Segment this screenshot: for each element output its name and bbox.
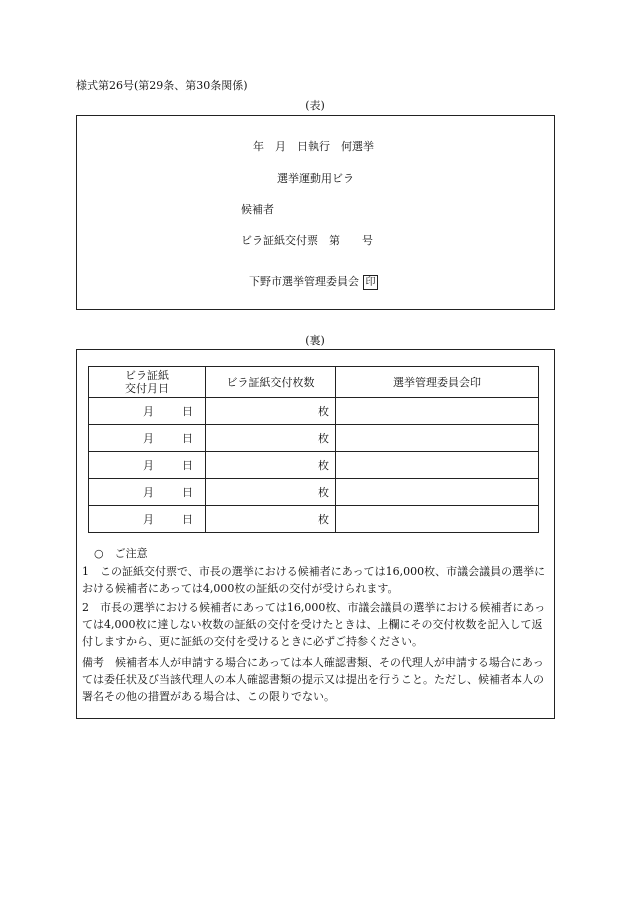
issue-count-cell[interactable]: 枚 <box>206 479 336 506</box>
seal-cell[interactable] <box>336 506 539 533</box>
seal-mark: 印 <box>363 275 378 290</box>
remarks: 備考 候補者本人が申請する場合にあっては本人確認書類、その代理人が申請する場合にあっては委任状及び当該代理人の本人確認書類の提示又は提出を行うこと。ただし、候補者本人の署名その他の措置がある場合は、この限りでない。 <box>82 656 544 703</box>
table-row <box>89 398 539 425</box>
ticket-number-line: ビラ証紙交付票 第 号 <box>241 234 373 247</box>
header-issue-date: ビラ証紙 交付月日 <box>89 367 206 398</box>
seal-cell[interactable] <box>336 452 539 479</box>
poster-line: 選挙運動用ビラ <box>277 172 354 185</box>
notice-title: ○ ご注意 <box>94 547 148 560</box>
header-issue-count: ビラ証紙交付枚数 <box>206 367 336 398</box>
table-header-row <box>89 367 539 398</box>
table-row <box>89 479 539 506</box>
table-row <box>89 506 539 533</box>
back-label: (裏) <box>305 334 325 347</box>
issue-date-cell[interactable]: 月 日 <box>89 506 206 533</box>
issue-date-cell[interactable]: 月 日 <box>89 398 206 425</box>
committee-line <box>249 273 378 290</box>
note-item-1: 1 この証紙交付票で、市長の選挙における候補者にあっては16,000枚、市議会議員の選挙における候補者にあっては4,000枚の証紙の交付が受けられます。 <box>82 565 546 595</box>
issue-date-cell[interactable]: 月 日 <box>89 479 206 506</box>
issue-date-cell[interactable]: 月 日 <box>89 452 206 479</box>
front-panel <box>76 115 555 310</box>
issue-count-cell[interactable]: 枚 <box>206 425 336 452</box>
header-committee-seal: 選挙管理委員会印 <box>336 367 539 398</box>
issue-count-cell[interactable]: 枚 <box>206 452 336 479</box>
seal-cell[interactable] <box>336 398 539 425</box>
seal-cell[interactable] <box>336 425 539 452</box>
seal-cell[interactable] <box>336 479 539 506</box>
form-title: 様式第26号(第29条、第30条関係) <box>76 79 248 92</box>
committee-name: 下野市選挙管理委員会 <box>249 275 359 288</box>
candidate-line: 候補者 <box>241 203 274 216</box>
issue-count-cell[interactable]: 枚 <box>206 506 336 533</box>
front-label: (表) <box>305 99 325 112</box>
issue-count-cell[interactable]: 枚 <box>206 398 336 425</box>
election-line: 年 月 日執行 何選挙 <box>253 140 374 153</box>
table-row <box>89 425 539 452</box>
issuance-table <box>88 366 539 533</box>
note-item-2: 2 市長の選挙における候補者にあっては16,000枚、市議会議員の選挙における候補者にあっては4,000枚に達しない枚数の証紙の交付を受けたときは、上欄にその交付枚数を記入して返付しますから、更に証紙の交付を受けるときに必ずご持参ください。 <box>82 601 546 648</box>
table-row <box>89 452 539 479</box>
issue-date-cell[interactable]: 月 日 <box>89 425 206 452</box>
